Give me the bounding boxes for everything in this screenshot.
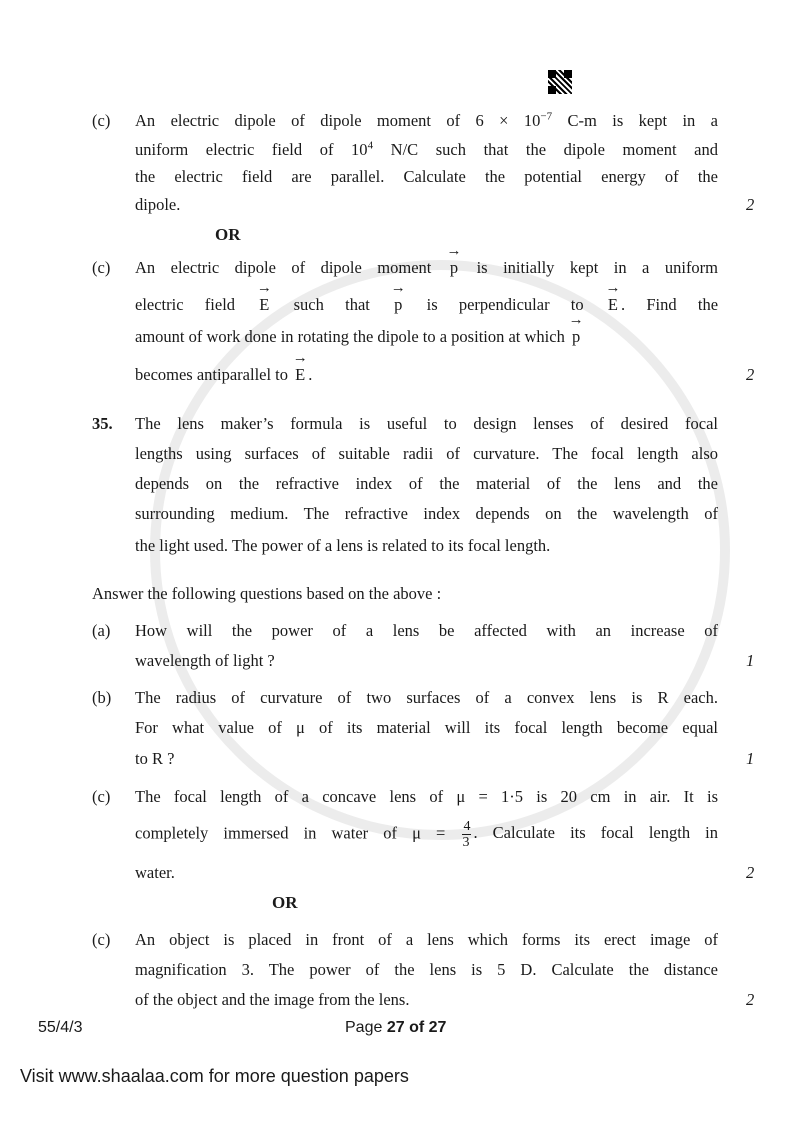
question-label: (b) [92,688,112,707]
question-text: For what value of μ of its material will its focal length become equal [135,718,718,737]
instruction: Answer the following questions based on the above : [92,584,442,603]
question-text: amount of work done in rotating the dipole to a position at which → p [135,326,718,348]
question-label: (c) [92,258,111,277]
question-text: the electric field are parallel. Calculate the potential energy of the [135,167,718,186]
vector-p: → p [394,294,402,316]
question-text: The radius of curvature of two surfaces of a convex lens is R each. [135,688,718,707]
question-label: (c) [92,930,111,949]
question-text: The focal length of a concave lens of μ = 1·5 is 20 cm in air. It is [135,787,718,806]
question-text: completely immersed in water of μ = $\frac{4}{3}$ . Calculate its focal length in [135,819,719,850]
page-number: Page 27 of 27 [345,1019,447,1036]
question-text: dipole. [135,195,181,214]
visit-banner-link[interactable]: Visit www.shaalaa.com for more question papers [20,1066,409,1086]
marks: 2 [746,990,755,1009]
or-separator: OR [215,225,241,244]
marks: 1 [746,651,755,670]
marks: 2 [746,863,755,882]
question-text: uniform electric field of $10^4$ N/C such that the dipole moment and [135,139,719,159]
question-text: An electric dipole of dipole moment of $6 \times 10^{-7}$ C-m is kept in a [135,110,719,130]
passage-line: surrounding medium. The refractive index depends on the wavelength of [135,504,718,523]
marks: 1 [746,749,755,768]
fraction: $\frac{4}{3}$ [462,819,471,850]
marks: 2 [746,365,755,384]
question-text: magnification 3. The power of the lens is 5 D. Calculate the distance [135,960,718,979]
marks: 2 [746,195,755,214]
or-separator: OR [272,893,298,912]
passage-line: lengths using surfaces of suitable radii of curvature. The focal length also [135,444,718,463]
question-label: (a) [92,621,111,640]
vector-e: → E [259,294,269,316]
vector-p: → p [450,257,458,279]
paper-code: 55/4/3 [38,1019,83,1036]
question-number: 35. [92,414,113,433]
question-text: becomes antiparallel to → E . [135,364,718,386]
question-text: to R ? [135,749,175,768]
vector-e: → E [608,294,618,316]
passage-line: The lens maker’s formula is useful to design lenses of desired focal [135,414,718,433]
question-text: electric field → E such that → p is perpendicular to → E . Find the [135,294,718,316]
vector-e: → E [295,364,305,386]
question-label: (c) [92,787,111,806]
vector-p: → p [572,326,580,348]
passage-line: depends on the refractive index of the material of the lens and the [135,474,718,493]
passage-line: the light used. The power of a lens is related to its focal length. [135,536,551,555]
question-text: wavelength of light ? [135,651,275,670]
question-text: water. [135,863,175,882]
question-text: An object is placed in front of a lens which forms its erect image of [135,930,718,949]
question-text: of the object and the image from the lens. [135,990,410,1009]
question-text: How will the power of a lens be affected with an increase of [135,621,718,640]
question-text: An electric dipole of dipole moment → p is initially kept in a uniform [135,257,718,279]
question-label: (c) [92,111,111,130]
qr-code [548,70,572,94]
